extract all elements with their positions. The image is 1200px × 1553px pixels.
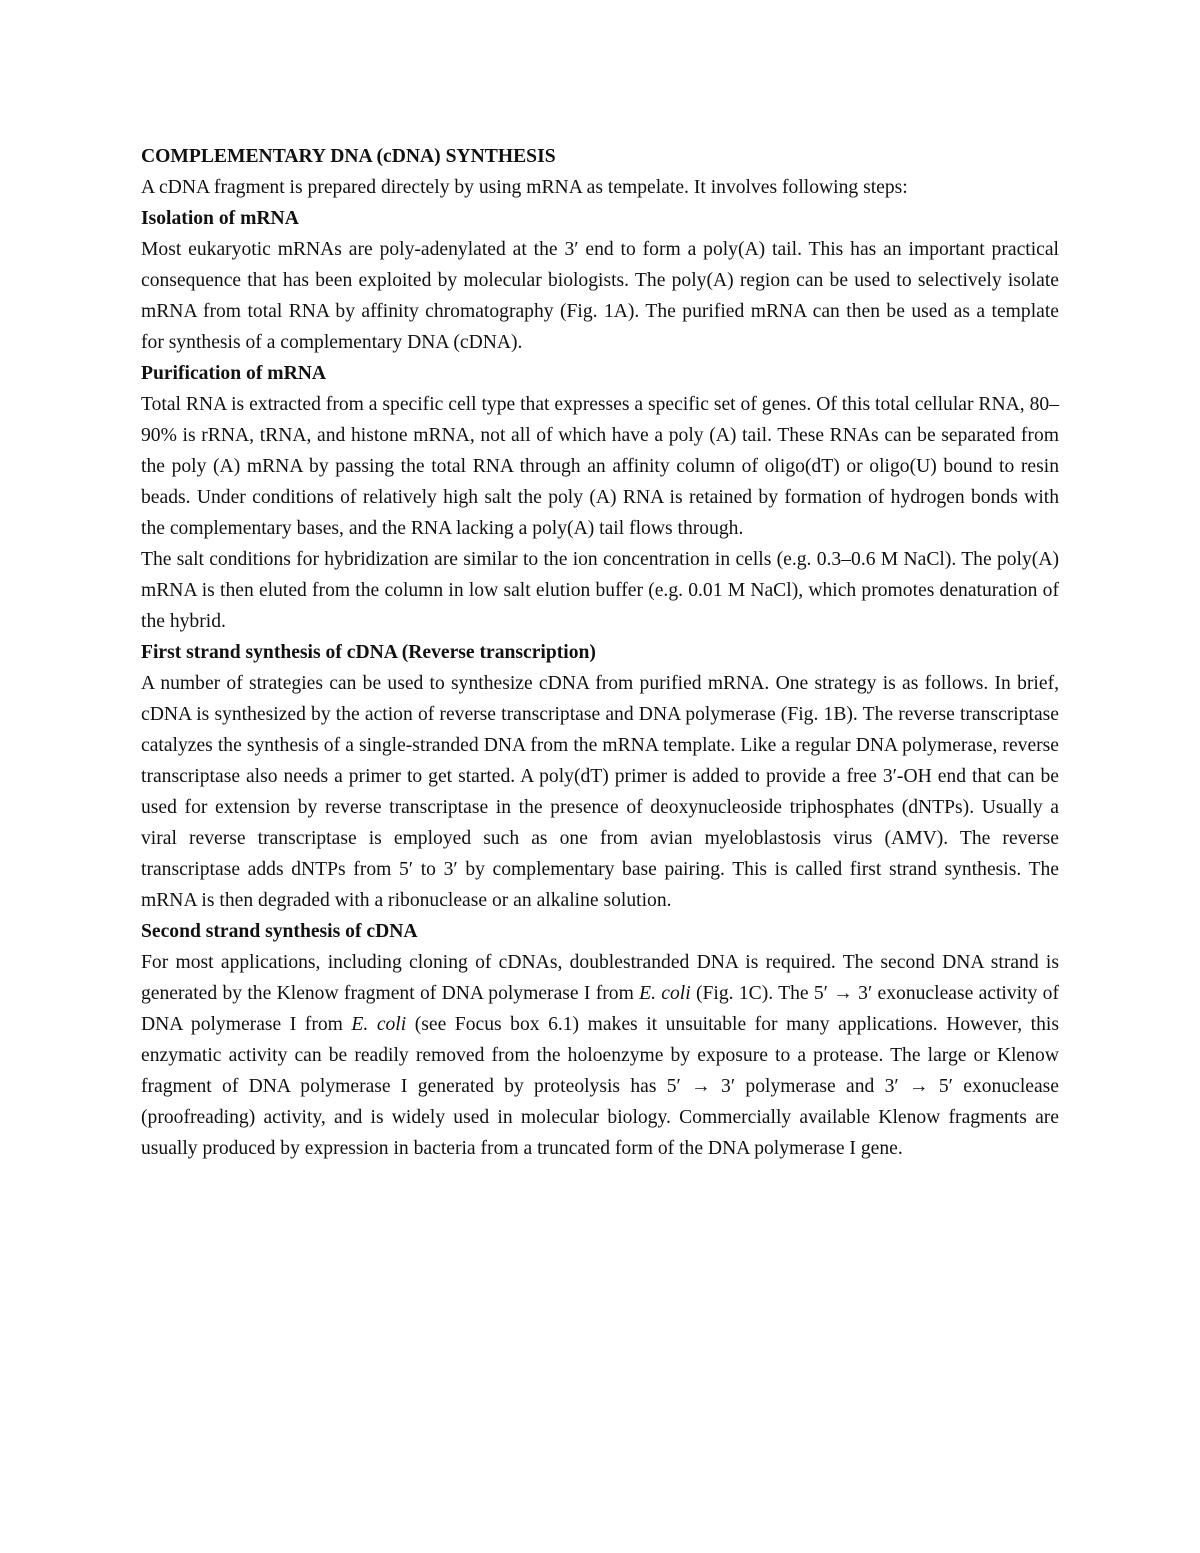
document-page bbox=[141, 141, 1059, 1164]
paragraph-purification-2: The salt conditions for hybridization are similar to the ion concentration in cells (e.g. 0.3–0.6 M NaCl). The poly(A) mRNA is then eluted from the column in low salt elution buffer (e.g. 0.01 M NaCl), which promotes denaturation of the hybrid. bbox=[141, 549, 1059, 632]
paragraph-isolation: Most eukaryotic mRNAs are poly-adenylated at the 3′ end to form a poly(A) tail. This has an important practical consequence that has been exploited by molecular biologists. The poly(A) region can be used to selectively isolate mRNA from total RNA by affinity chromatography (Fig. 1A). The purified mRNA can then be used as a template for synthesis of a complementary DNA (cDNA). bbox=[141, 239, 1059, 353]
paragraph-second-strand bbox=[141, 947, 1059, 1164]
section-heading-purification: Purification of mRNA bbox=[141, 363, 327, 384]
text-segment: For most applications, including cloning of cDNAs, doublestranded DNA is required. The second DNA strand is generated by the Klenow fragment of DNA polymerase I from bbox=[141, 952, 1059, 1004]
paragraph-first-strand: A number of strategies can be used to synthesize cDNA from purified mRNA. One strategy is as follows. In brief, cDNA is synthesized by the action of reverse transcriptase and DNA polymerase (Fig. 1B). The reverse transcriptase catalyzes the synthesis of a single-stranded DNA from the mRNA template. Like a regular DNA polymerase, reverse transcriptase also needs a primer to get started. A poly(dT) primer is added to provide a free 3′-OH end that can be used for extension by reverse transcriptase in the presence of deoxynucleoside triphosphates (dNTPs). Usually a viral reverse transcriptase is employed such as one from avian myeloblastosis virus (AMV). The reverse transcriptase adds dNTPs from 5′ to 3′ by complementary base pairing. This is called first strand synthesis. The mRNA is then degraded with a ribonuclease or an alkaline solution. bbox=[141, 673, 1059, 911]
paragraph-purification-1: Total RNA is extracted from a specific cell type that expresses a specific set of genes. Of this total cellular RNA, 80–90% is rRNA, tRNA, and histone mRNA, not all of which have a poly (A) tail. These RNAs can be separated from the poly (A) mRNA by passing the total RNA through an affinity column of oligo(dT) or oligo(U) bound to resin beads. Under conditions of relatively high salt the poly (A) RNA is retained by formation of hydrogen bonds with the complementary bases, and the RNA lacking a poly(A) tail flows through. bbox=[141, 394, 1059, 539]
section-heading-second-strand: Second strand synthesis of cDNA bbox=[141, 921, 418, 942]
organism-name: E. coli bbox=[351, 1014, 407, 1035]
intro-paragraph: A cDNA fragment is prepared directely by using mRNA as tempelate. It involves following steps: bbox=[141, 177, 908, 198]
section-heading-first-strand: First strand synthesis of cDNA (Reverse transcription) bbox=[141, 642, 596, 663]
text-segment: (Fig. 1C). The 5′ → 3′ exonuclease activity of DNA polymerase I from bbox=[141, 983, 1059, 1035]
document-title: COMPLEMENTARY DNA (cDNA) SYNTHESIS bbox=[141, 146, 556, 167]
section-heading-isolation: Isolation of mRNA bbox=[141, 208, 299, 229]
organism-name: E. coli bbox=[639, 983, 691, 1004]
text-segment: (see Focus box 6.1) makes it unsuitable for many applications. However, this enzymatic activity can be readily removed from the holoenzyme by exposure to a protease. The large or Klenow fragment of DNA polymerase I generated by proteolysis has 5′ → 3′ polymerase and 3′ → 5′ exonuclease (proofreading) activity, and is widely used in molecular biology. Commercially available Klenow fragments are usually produced by expression in bacteria from a truncated form of the DNA polymerase I gene. bbox=[141, 1014, 1059, 1159]
